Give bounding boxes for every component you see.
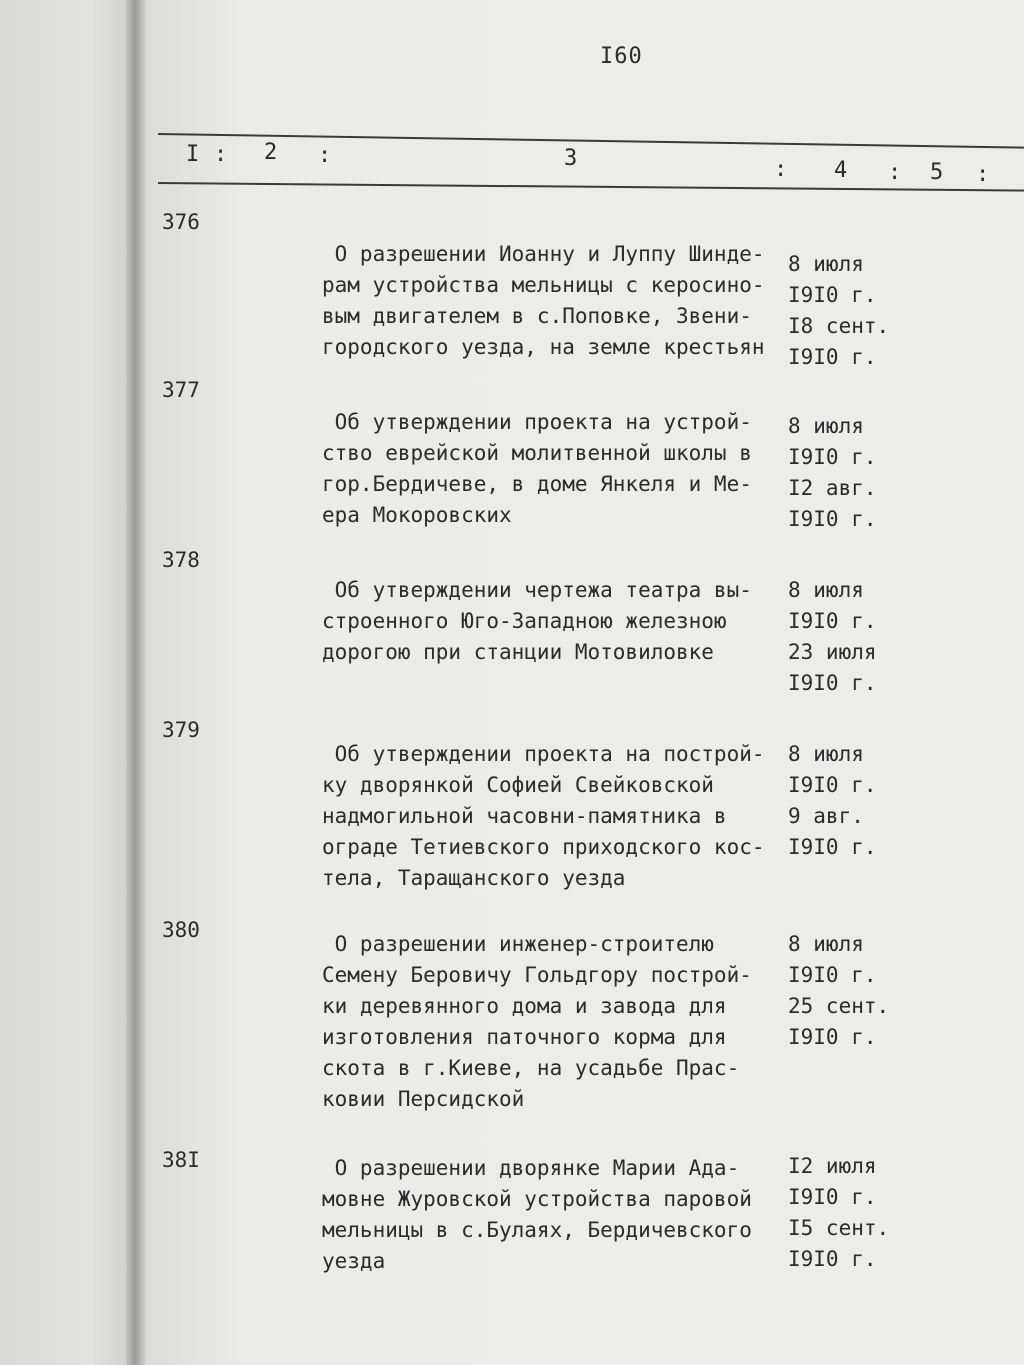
row-description bbox=[322, 1122, 752, 1277]
page-number: I60 bbox=[600, 44, 643, 69]
row-description bbox=[322, 708, 765, 894]
column-separator: : bbox=[774, 157, 788, 182]
date-end: I2 авг. bbox=[788, 476, 877, 500]
row-description bbox=[322, 898, 752, 1115]
column-header-1: I bbox=[186, 142, 200, 167]
row-number: 378 bbox=[162, 548, 200, 572]
row-line: надмогильной часовни-памятника в bbox=[322, 804, 727, 828]
row-description bbox=[322, 208, 765, 363]
row-number: 377 bbox=[162, 378, 200, 402]
date-end-year: I9I0 г. bbox=[788, 345, 877, 369]
column-header-5: 5 bbox=[930, 160, 944, 185]
row-description bbox=[322, 544, 752, 668]
row-number: 376 bbox=[162, 210, 200, 234]
row-line: тела, Таращанского уезда bbox=[322, 866, 626, 890]
date-start-year: I9I0 г. bbox=[788, 773, 877, 797]
row-dates bbox=[788, 1120, 889, 1275]
book-gutter bbox=[126, 0, 146, 1365]
row-line: дорогою при станции Мотовиловке bbox=[322, 640, 714, 664]
row-description bbox=[322, 376, 752, 531]
date-start-year: I9I0 г. bbox=[788, 445, 877, 469]
column-header-4: 4 bbox=[834, 158, 848, 183]
date-start: 8 июля bbox=[788, 414, 864, 438]
column-separator: : bbox=[976, 162, 990, 187]
date-end: I5 сент. bbox=[788, 1216, 890, 1240]
date-start-year: I9I0 г. bbox=[788, 609, 877, 633]
row-line: О разрешении дворянке Марии Ада- bbox=[322, 1156, 740, 1180]
column-header-2: 2 bbox=[264, 140, 278, 165]
row-number: 379 bbox=[162, 718, 200, 742]
row-line: ограде Тетиевского приходского кос- bbox=[322, 835, 765, 859]
date-start: 8 июля bbox=[788, 742, 864, 766]
date-start: 8 июля bbox=[788, 252, 864, 276]
row-line: городского уезда, на земле крестьян bbox=[322, 335, 765, 359]
date-start-year: I9I0 г. bbox=[788, 1185, 877, 1209]
date-start: 8 июля bbox=[788, 932, 864, 956]
row-line: вым двигателем в с.Поповке, Звени- bbox=[322, 304, 752, 328]
row-dates bbox=[788, 380, 877, 535]
date-start: 8 июля bbox=[788, 578, 864, 602]
row-line: О разрешении инженер-строителю bbox=[322, 932, 714, 956]
column-separator: : bbox=[888, 160, 902, 185]
row-line: изготовления паточного корма для bbox=[322, 1025, 727, 1049]
date-end-year: I9I0 г. bbox=[788, 507, 877, 531]
row-line: уезда bbox=[322, 1249, 386, 1273]
row-line: ера Мокоровских bbox=[322, 503, 512, 527]
row-number: 38I bbox=[162, 1148, 200, 1172]
date-end: I8 сент. bbox=[788, 314, 890, 338]
date-start-year: I9I0 г. bbox=[788, 283, 877, 307]
row-line: рам устройства мельницы с керосино- bbox=[322, 273, 765, 297]
row-line: ку дворянкой Софией Свейковской bbox=[322, 773, 714, 797]
date-end: 23 июля bbox=[788, 640, 877, 664]
column-header-3: 3 bbox=[564, 146, 578, 171]
left-page-edge bbox=[0, 0, 132, 1365]
row-line: мельницы в с.Булаях, Бердичевского bbox=[322, 1218, 752, 1242]
column-separator: : bbox=[318, 143, 332, 168]
date-end-year: I9I0 г. bbox=[788, 835, 877, 859]
row-dates bbox=[788, 898, 889, 1053]
date-start-year: I9I0 г. bbox=[788, 963, 877, 987]
row-line: Об утверждении проекта на устрой- bbox=[322, 410, 752, 434]
row-line: гор.Бердичеве, в доме Янкеля и Ме- bbox=[322, 472, 752, 496]
row-line: ковии Персидской bbox=[322, 1087, 525, 1111]
date-end: 25 сент. bbox=[788, 994, 890, 1018]
row-dates bbox=[788, 218, 889, 373]
row-line: О разрешении Иоанну и Луппу Шинде- bbox=[322, 242, 765, 266]
column-separator: : bbox=[214, 142, 228, 167]
row-line: строенного Юго-Западною железною bbox=[322, 609, 727, 633]
row-line: скота в г.Киеве, на усадьбе Прас- bbox=[322, 1056, 740, 1080]
date-end-year: I9I0 г. bbox=[788, 1247, 877, 1271]
row-line: Об утверждении проекта на построй- bbox=[322, 742, 765, 766]
row-dates bbox=[788, 544, 877, 699]
row-number: 380 bbox=[162, 918, 200, 942]
date-end-year: I9I0 г. bbox=[788, 1025, 877, 1049]
row-line: мовне Журовской устройства паровой bbox=[322, 1187, 752, 1211]
date-end-year: I9I0 г. bbox=[788, 671, 877, 695]
row-line: Семену Беровичу Гольдгору построй- bbox=[322, 963, 752, 987]
row-line: Об утверждении чертежа театра вы- bbox=[322, 578, 752, 602]
row-line: ство еврейской молитвенной школы в bbox=[322, 441, 752, 465]
row-line: ки деревянного дома и завода для bbox=[322, 994, 727, 1018]
date-end: 9 авг. bbox=[788, 804, 864, 828]
date-start: I2 июля bbox=[788, 1154, 877, 1178]
row-dates bbox=[788, 708, 877, 863]
